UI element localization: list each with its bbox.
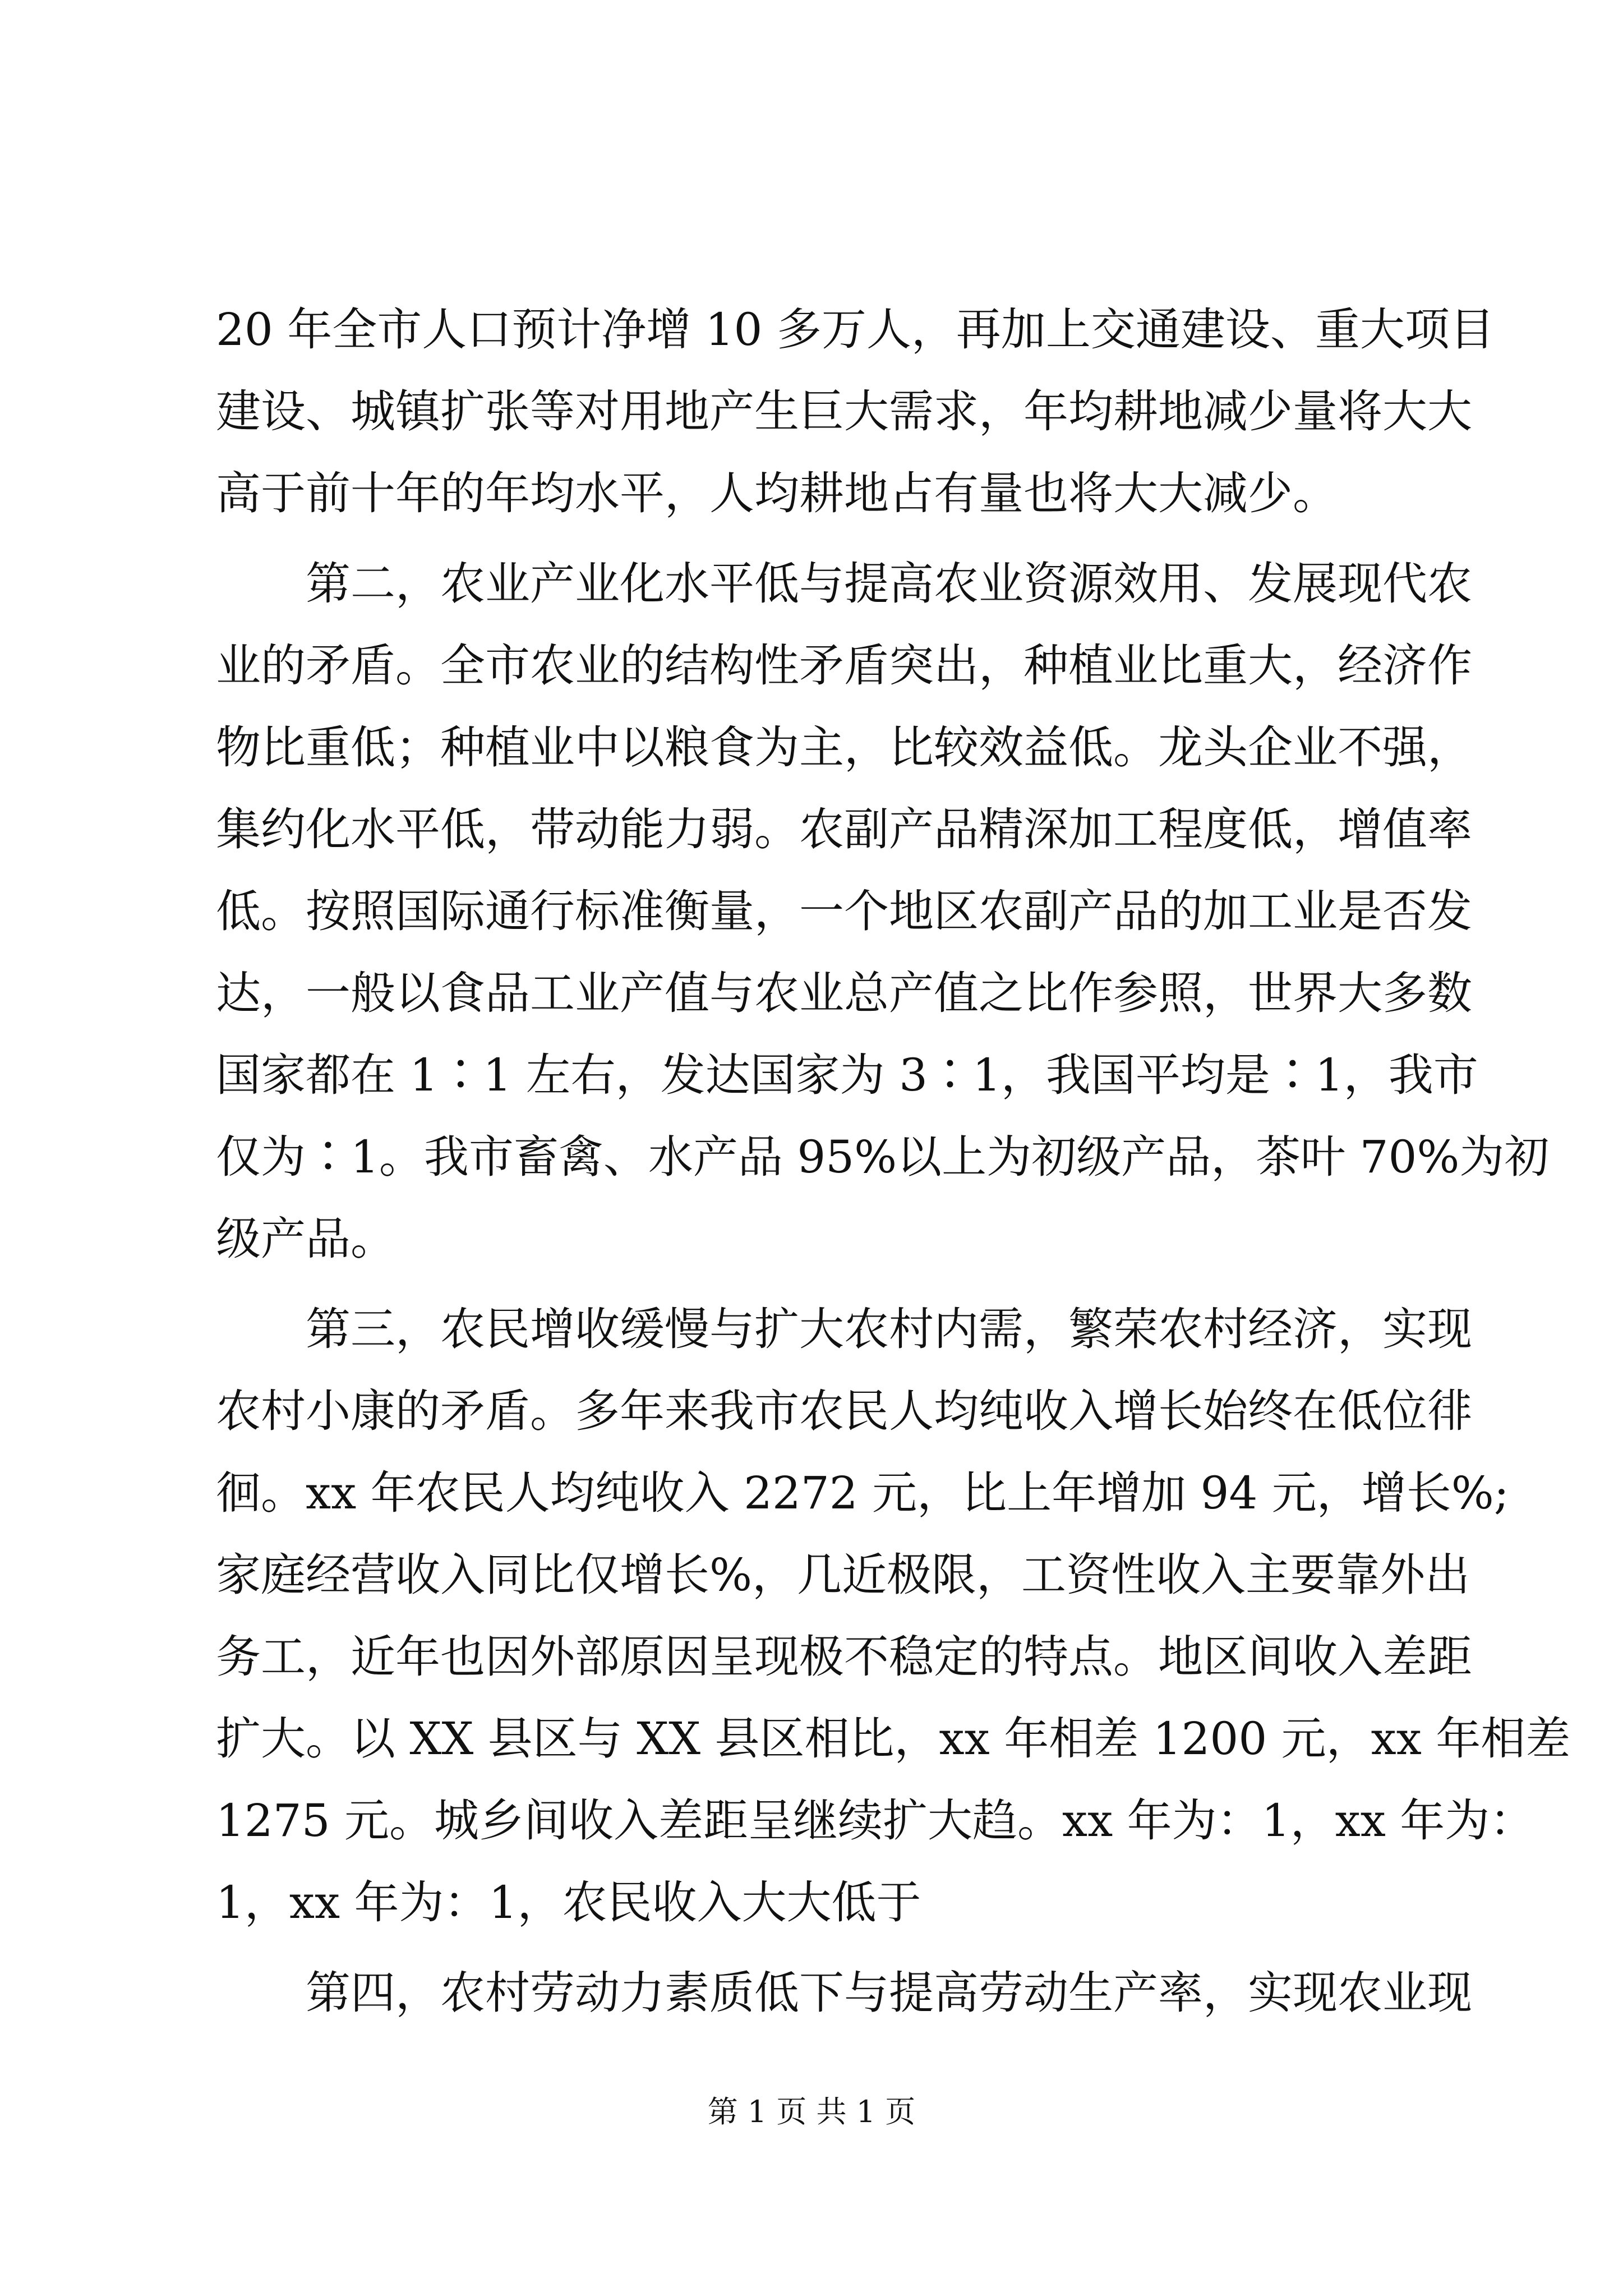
text-line: 第二，农业产业化水平低与提高农业资源效用、发展现代农 xyxy=(216,558,1472,610)
text-line: 扩大。以 XX 县区与 XX 县区相比，xx 年相差 1200 元，xx 年相差 xyxy=(216,1713,1571,1765)
document-body xyxy=(216,289,1571,2034)
text-line: 农村小康的矛盾。多年来我市农民人均纯收入增长始终在低位徘 xyxy=(216,1385,1472,1437)
paragraph-spacer xyxy=(216,535,1410,543)
text-line: 家庭经营收入同比仅增长%，几近极限，工资性收入主要靠外出 xyxy=(216,1549,1470,1601)
paragraph-second xyxy=(216,543,1550,1280)
paragraph-spacer xyxy=(216,1280,1410,1289)
text-line: 级产品。 xyxy=(216,1213,395,1265)
paragraph-spacer xyxy=(216,1944,1410,1952)
text-line: 高于前十年的年均水平，人均耕地占有量也将大大减少。 xyxy=(216,467,1338,519)
paragraph-population xyxy=(216,289,1495,535)
text-line: 仅为∶1。我市畜禽、水产品 95%以上为初级产品，茶叶 70%为初 xyxy=(216,1131,1550,1183)
text-line: 业的矛盾。全市农业的结构性矛盾突出，种植业比重大，经济作 xyxy=(216,639,1472,692)
paragraph-fourth xyxy=(216,1952,1472,2034)
paragraph-third xyxy=(216,1289,1571,1944)
text-line: 第四，农村劳动力素质低下与提高劳动生产率，实现农业现 xyxy=(216,1967,1472,2019)
text-line: 1，xx 年为：1，农民收入大大低于 xyxy=(216,1876,921,1929)
text-line: 集约化水平低，带动能力弱。农副产品精深加工程度低，增值率 xyxy=(216,803,1472,855)
text-line: 1275 元。城乡间收入差距呈继续扩大趋。xx 年为：1，xx 年为： xyxy=(216,1795,1535,1847)
text-line: 国家都在 1∶1 左右，发达国家为 3∶1，我国平均是∶1，我市 xyxy=(216,1049,1478,1101)
text-line: 务工，近年也因外部原因呈现极不稳定的特点。地区间收入差距 xyxy=(216,1631,1472,1683)
text-line: 20 年全市人口预计净增 10 多万人，再加上交通建设、重大项目 xyxy=(216,303,1495,356)
text-line: 低。按照国际通行标准衡量，一个地区农副产品的加工业是否发 xyxy=(216,885,1472,937)
text-line: 建设、城镇扩张等对用地产生巨大需求，年均耕地减少量将大大 xyxy=(216,385,1472,438)
text-line: 徊。xx 年农民人均纯收入 2272 元，比上年增加 94 元，增长%; xyxy=(216,1467,1509,1519)
text-line: 第三，农民增收缓慢与扩大农村内需，繁荣农村经济，实现 xyxy=(216,1303,1472,1355)
text-line: 物比重低；种植业中以粮食为主，比较效益低。龙头企业不强， xyxy=(216,721,1472,774)
page-footer xyxy=(0,2090,1623,2134)
page-number-label: 第 1 页 共 1 页 xyxy=(707,2094,916,2129)
text-line: 达，一般以食品工业产值与农业总产值之比作参照，世界大多数 xyxy=(216,967,1472,1019)
